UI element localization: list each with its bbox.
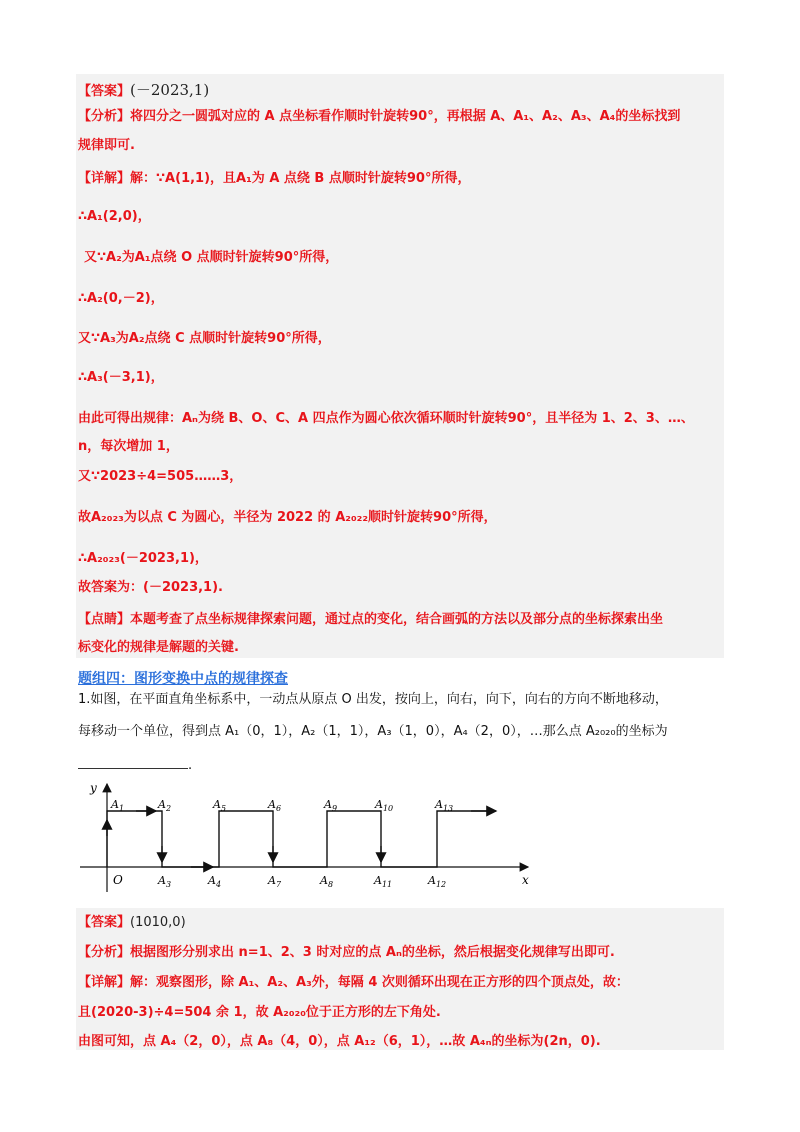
detail-line-14: 且(2020-3)÷4=504 余 1，故 A₂₀₂₀位于正方形的左下角处. xyxy=(78,1005,441,1020)
label-a9: $A_9$ xyxy=(324,798,338,813)
analysis-line-3: 【分析】根据图形分别求出 n=1、2、3 时对应的点 Aₙ的坐标，然后根据变化规律写出即可. xyxy=(78,945,615,960)
detail-line-3: 又∵A₂为A₁点绕 O 点顺时针旋转90°所得， xyxy=(84,250,339,265)
label-a8: $A_8$ xyxy=(320,874,334,889)
detail-line-2: ∴A₁(2,0)， xyxy=(78,209,151,224)
detail-line-9: 又∵2023÷4=505……3， xyxy=(78,469,243,484)
question-line-1: 1.如图，在平面直角坐标系中，一动点从原点 O 出发，按向上，向右，向下，向右的方向不断地移动， xyxy=(78,692,668,707)
detail-line-5: 又∵A₃为A₂点绕 C 点顺时针旋转90°所得， xyxy=(78,331,331,346)
analysis-line-2: 规律即可. xyxy=(78,138,135,153)
answer-tag: 【答案】 xyxy=(78,84,131,99)
detail-line-13: 【详解】解：观察图形，除 A₁、A₂、A₃外，每隔 4 次则循环出现在正方形的四个顶点处，故： xyxy=(78,975,629,990)
detail-line-12: 故答案为：(－2023,1). xyxy=(78,580,223,595)
detail-line-15: 由图可知，点 A₄（2，0），点 A₈（4，0），点 A₁₂（6，1），…故 A₄ₙ的坐标为(2n，0). xyxy=(78,1034,601,1049)
origin-label: O xyxy=(113,873,123,887)
label-a13: $A_{13}$ xyxy=(435,798,454,813)
label-a12: $A_{12}$ xyxy=(428,874,447,889)
detail-line-6: ∴A₃(－3,1)， xyxy=(78,370,164,385)
answer-blank xyxy=(78,754,188,769)
detail-line-11: ∴A₂₀₂₃(－2023,1)， xyxy=(78,551,208,566)
movement-path xyxy=(107,811,491,867)
label-a2: $A_2$ xyxy=(158,798,172,813)
label-a10: $A_{10}$ xyxy=(375,798,394,813)
detail-line-10: 故A₂₀₂₃为以点 C 为圆心，半径为 2022 的 A₂₀₂₂顺时针旋转90°所得， xyxy=(78,510,497,525)
label-a3: $A_3$ xyxy=(158,874,172,889)
label-a11: $A_{11}$ xyxy=(374,874,393,889)
answer-line-2: 【答案】(1010,0) xyxy=(78,915,186,930)
label-a4: $A_4$ xyxy=(208,874,222,889)
label-a7: $A_7$ xyxy=(268,874,282,889)
answer-value: (－2023,1) xyxy=(130,81,210,99)
detail-line-1: 【详解】解：∵A(1,1)，且A₁为 A 点绕 B 点顺时针旋转90°所得， xyxy=(78,171,471,186)
question-line-2: 每移动一个单位，得到点 A₁（0，1），A₂（1，1），A₃（1，0），A₄（2，0），…那么点 A₂₀₂₀的坐标为 xyxy=(78,724,668,739)
solution-block-1 xyxy=(76,74,724,658)
path-figure xyxy=(76,776,536,900)
y-axis-label: y xyxy=(90,781,97,795)
detail-line-7: 由此可得出规律：Aₙ为绕 B、O、C、A 四点作为圆心依次循环顺时针旋转90°，且半径为 1、2、3、…、 xyxy=(78,411,694,426)
comment-line-1: 【点睛】本题考查了点坐标规律探索问题，通过点的变化，结合画弧的方法以及部分点的坐标探索出坐 xyxy=(78,612,664,627)
comment-line-2: 标变化的规律是解题的关键. xyxy=(78,640,239,655)
label-a6: $A_6$ xyxy=(268,798,282,813)
x-axis-label: x xyxy=(522,873,529,887)
label-a5: $A_5$ xyxy=(213,798,227,813)
detail-line-4: ∴A₂(0,－2)， xyxy=(78,291,164,306)
detail-line-8: n，每次增加 1， xyxy=(78,439,179,454)
label-a1: $A_1$ xyxy=(111,798,125,813)
question-line-3: . xyxy=(78,754,192,776)
analysis-line-1: 【分析】将四分之一圆弧对应的 A 点坐标看作顺时针旋转90°，再根据 A、A₁、A₂、A₃、A₄的坐标找到 xyxy=(78,109,681,124)
answer-line-1 xyxy=(78,80,209,102)
section-heading: 题组四：图形变换中点的规律探查 xyxy=(78,671,288,687)
